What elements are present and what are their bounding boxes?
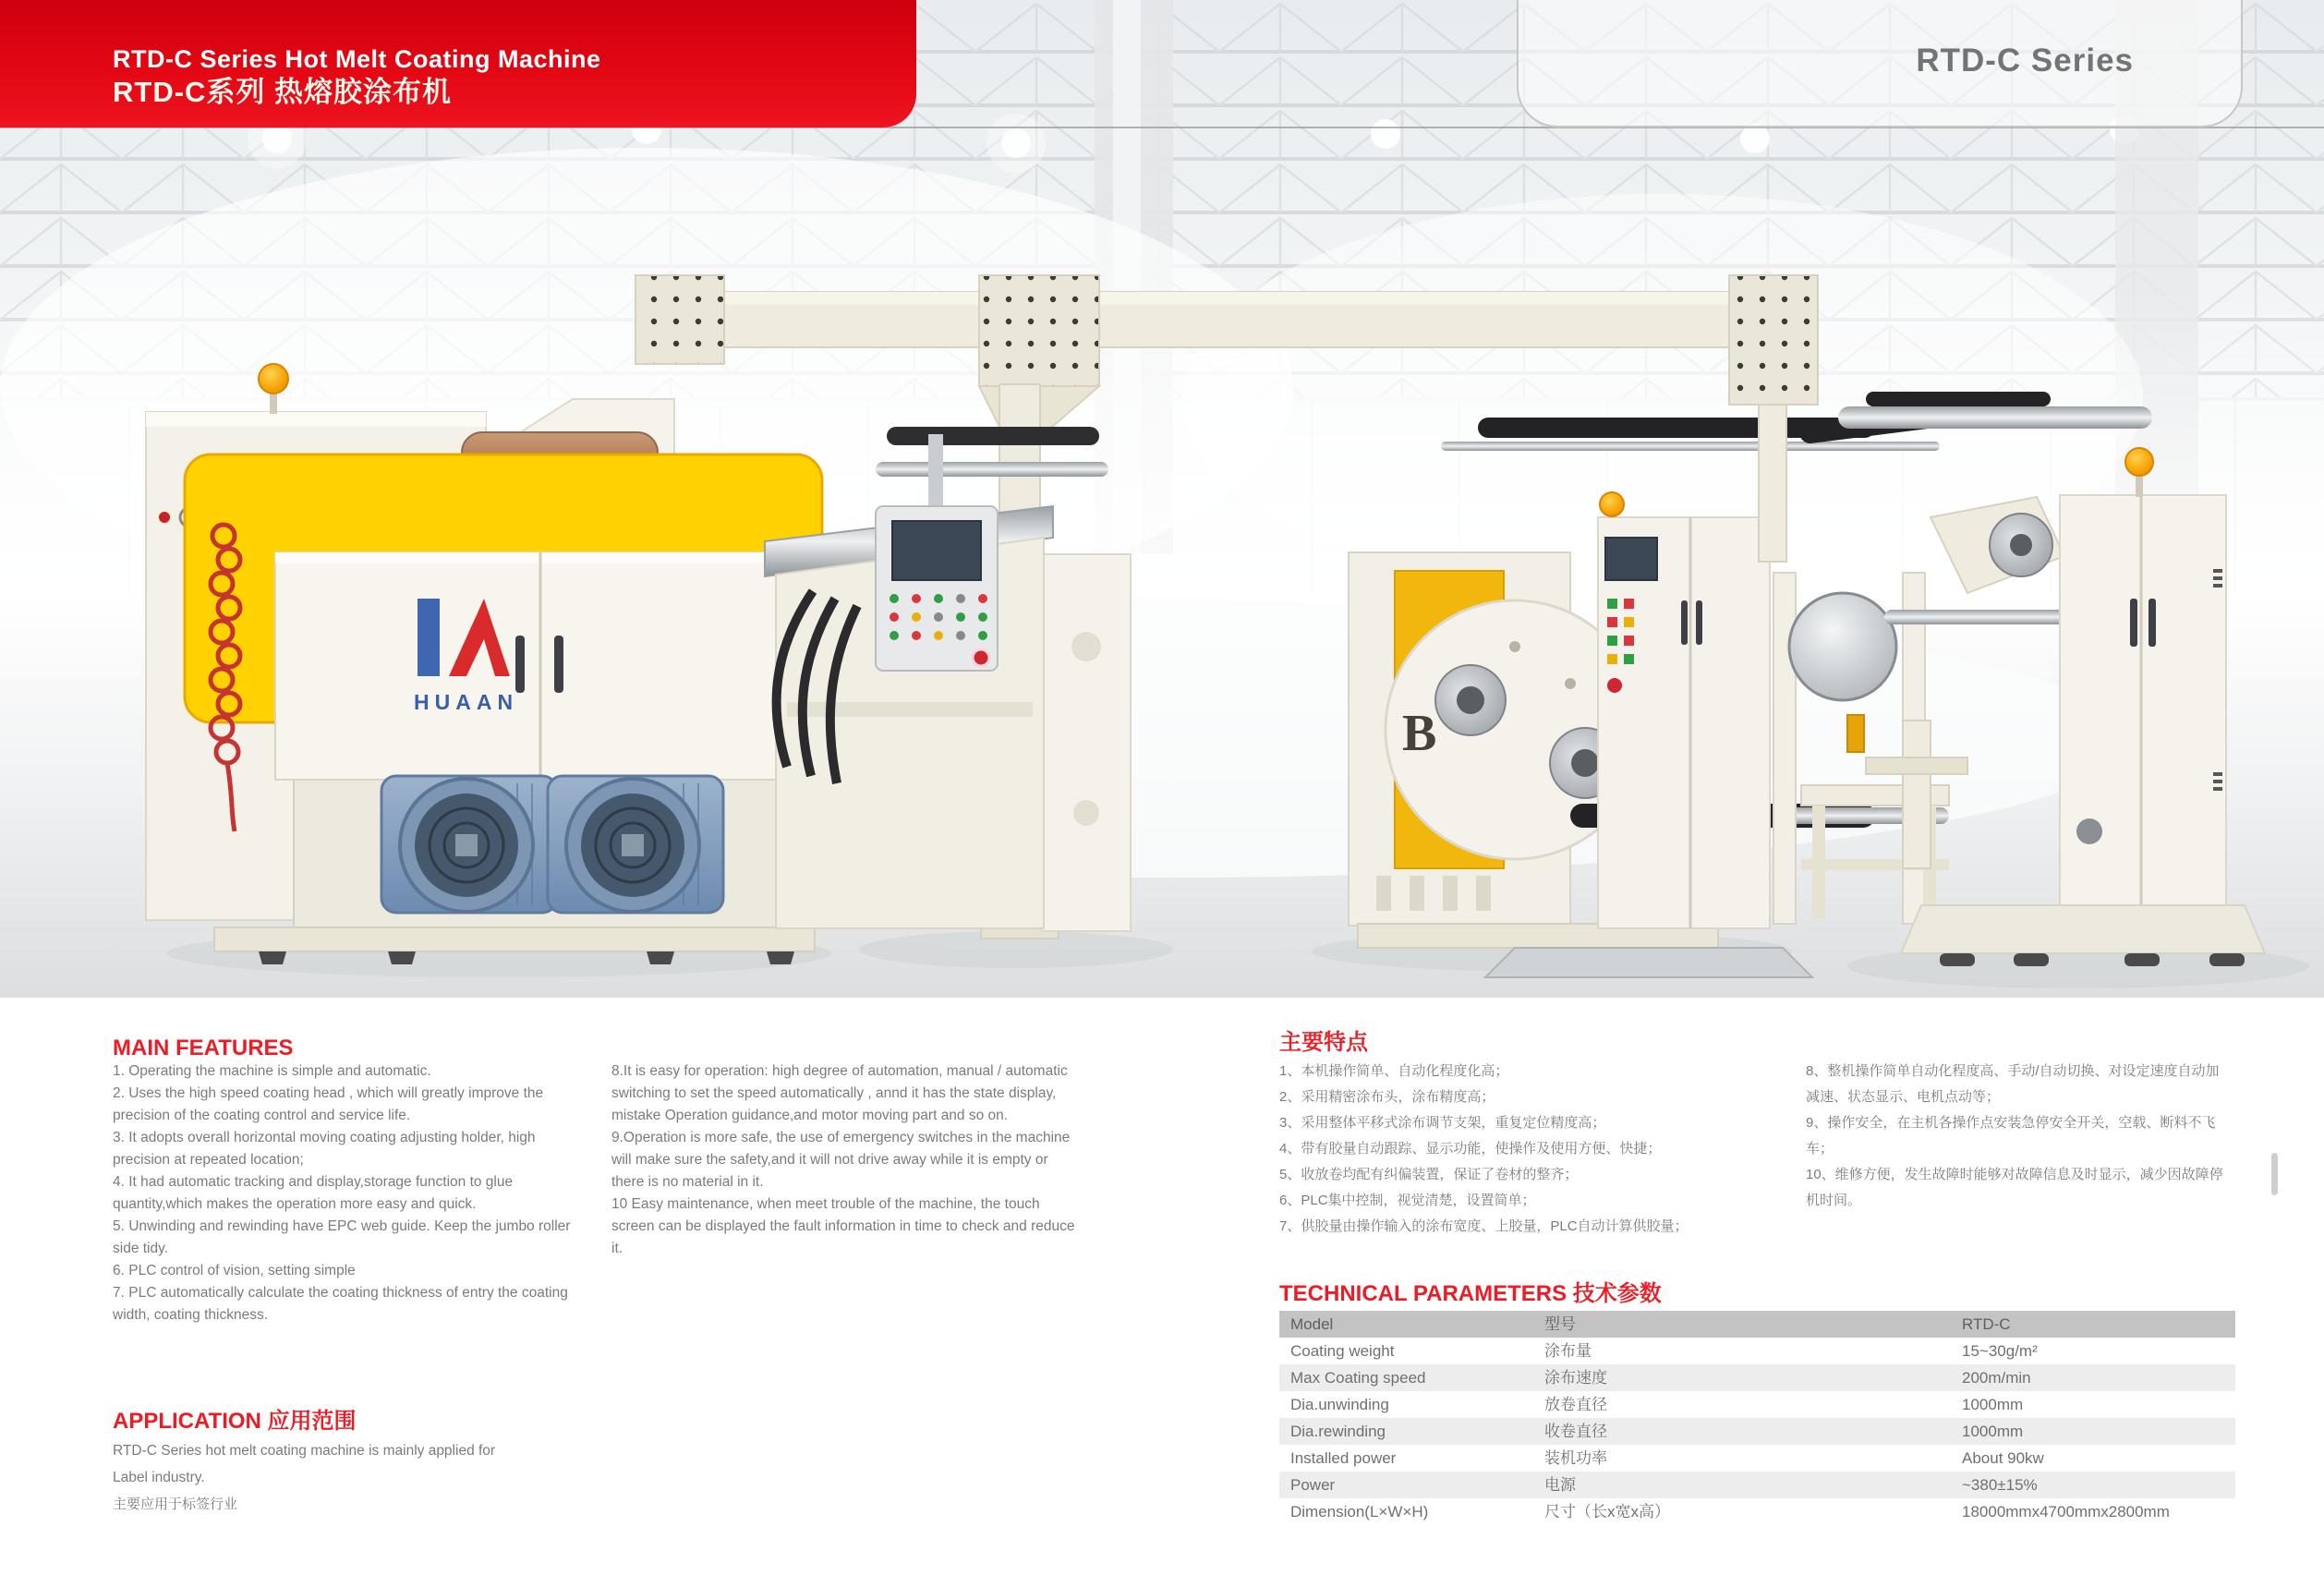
features-zh-col2 <box>1806 1059 2223 1214</box>
feature-item: 7. PLC automatically calculate the coating thickness of entry the coating width, coating thickness. <box>113 1285 568 1323</box>
features-zh-title: 主要特点 <box>1279 1030 1368 1055</box>
feature-item: 3、采用整体平移式涂布调节支架，重复定位精度高； <box>1279 1115 1606 1131</box>
feature-item: 1. Operating the machine is simple and automatic. <box>113 1063 431 1079</box>
main-features-col1 <box>113 1060 576 1327</box>
station-b-label: B <box>1402 705 1437 762</box>
table-row: Dia.rewinding 收卷直径 1000mm <box>1279 1418 2235 1445</box>
tech-params-table <box>1279 1311 2235 1525</box>
scrollbar-thumb[interactable] <box>2271 1153 2278 1195</box>
pump-motors <box>381 776 723 913</box>
feature-item: 8、整机操作简单自动化程度高、手动/自动切换、对设定速度自动加减速、状态显示、电机点动等； <box>1806 1063 2220 1105</box>
feature-item: 6. PLC control of vision, setting simple <box>113 1263 356 1278</box>
feature-item: 9、操作安全，在主机各操作点安装急停安全开关，空载、断料不飞车； <box>1806 1115 2216 1157</box>
feature-item: 10、维修方便，发生故障时能够对故障信息及时显示，减少因故障停机时间。 <box>1806 1167 2223 1208</box>
page-title-en: RTD-C Series Hot Melt Coating Machine <box>113 45 601 73</box>
feature-item: 4. It had automatic tracking and display,storage function to glue quantity,which makes the operation more easy and quick. <box>113 1174 514 1212</box>
features-zh-col1 <box>1279 1059 1834 1240</box>
table-row: Max Coating speed 涂布速度 200m/min <box>1279 1364 2235 1391</box>
feature-item: 9.Operation is more safe, the use of emergency switches in the machine will make sure the safety,and it will not drive away while it is empty or there is no material in it. <box>611 1130 1071 1190</box>
series-badge-box <box>1517 0 2243 127</box>
feature-item: 2、采用精密涂布头，涂布精度高； <box>1279 1089 1495 1105</box>
feature-item: 5、收放卷均配有纠偏装置，保证了卷材的整齐； <box>1279 1167 1579 1182</box>
feature-item: 3. It adopts overall horizontal moving coating adjusting holder, high precision at repeated location; <box>113 1130 536 1168</box>
melter-cabinet <box>211 525 815 964</box>
series-badge: RTD-C Series <box>1916 42 2134 79</box>
tech-params-title: TECHNICAL PARAMETERS 技术参数 <box>1279 1281 1662 1306</box>
main-features-title: MAIN FEATURES <box>113 1036 294 1060</box>
coating-drum <box>1789 593 1896 700</box>
touch-screen <box>892 521 981 580</box>
application-line: 主要应用于标签行业 <box>113 1496 238 1512</box>
main-features-col2 <box>611 1060 1081 1260</box>
application-line: Label industry. <box>113 1470 205 1485</box>
feature-item: 6、PLC集中控制，视觉清楚，设置简单； <box>1279 1193 1536 1208</box>
page-title-zh: RTD-C系列 热熔胶涂布机 <box>113 76 453 108</box>
warning-beacon-icon <box>259 364 288 394</box>
table-row: Model 型号 RTD-C <box>1279 1311 2235 1338</box>
application-title: APPLICATION 应用范围 <box>113 1409 357 1434</box>
feature-item: 5. Unwinding and rewinding have EPC web guide. Keep the jumbo roller side tidy. <box>113 1218 571 1256</box>
application-line: RTD-C Series hot melt coating machine is mainly applied for <box>113 1443 496 1459</box>
feature-item: 7、供胶量由操作输入的涂布宽度、上胶量，PLC自动计算供胶量； <box>1279 1218 1689 1234</box>
emergency-stop-button <box>973 649 989 666</box>
title-banner <box>0 0 916 127</box>
electrical-cabinet <box>1598 492 1770 928</box>
table-row: Installed power 装机功率 About 90kw <box>1290 1449 2044 1467</box>
table-row: Coating weight 涂布量 15~30g/m² <box>1290 1342 2038 1360</box>
table-row: Dia.unwinding 放卷直径 1000mm <box>1290 1396 2024 1413</box>
feature-item: 10 Easy maintenance, when meet trouble of the machine, the touch screen can be displayed the fault information in time to check and reduce it. <box>611 1196 1075 1256</box>
application-body <box>113 1437 593 1518</box>
warning-beacon-icon <box>2125 448 2153 476</box>
brand-text: HUAAN <box>414 690 519 714</box>
cabinet-screen <box>1605 538 1657 580</box>
table-row: Power 电源 ~380±15% <box>1279 1472 2235 1498</box>
table-row: Dimension(L×W×H) 尺寸（长x宽x高） 18000mmx4700mmx2800mm <box>1290 1503 2170 1520</box>
feature-item: 2. Uses the high speed coating head , which will greatly improve the precision of the coating control and service life. <box>113 1085 544 1123</box>
warning-beacon-icon <box>1600 492 1624 516</box>
feature-item: 8.It is easy for operation: high degree of automation, manual / automatic switching to set the speed automatically , annd it has the state display, mistake Operation guidance,and motor moving part and so on. <box>611 1063 1068 1123</box>
feature-item: 4、带有胶量自动跟踪、显示功能，使操作及使用方便、快捷； <box>1279 1141 1662 1157</box>
feature-item: 1、本机操作简单、自动化程度化高； <box>1279 1063 1509 1079</box>
